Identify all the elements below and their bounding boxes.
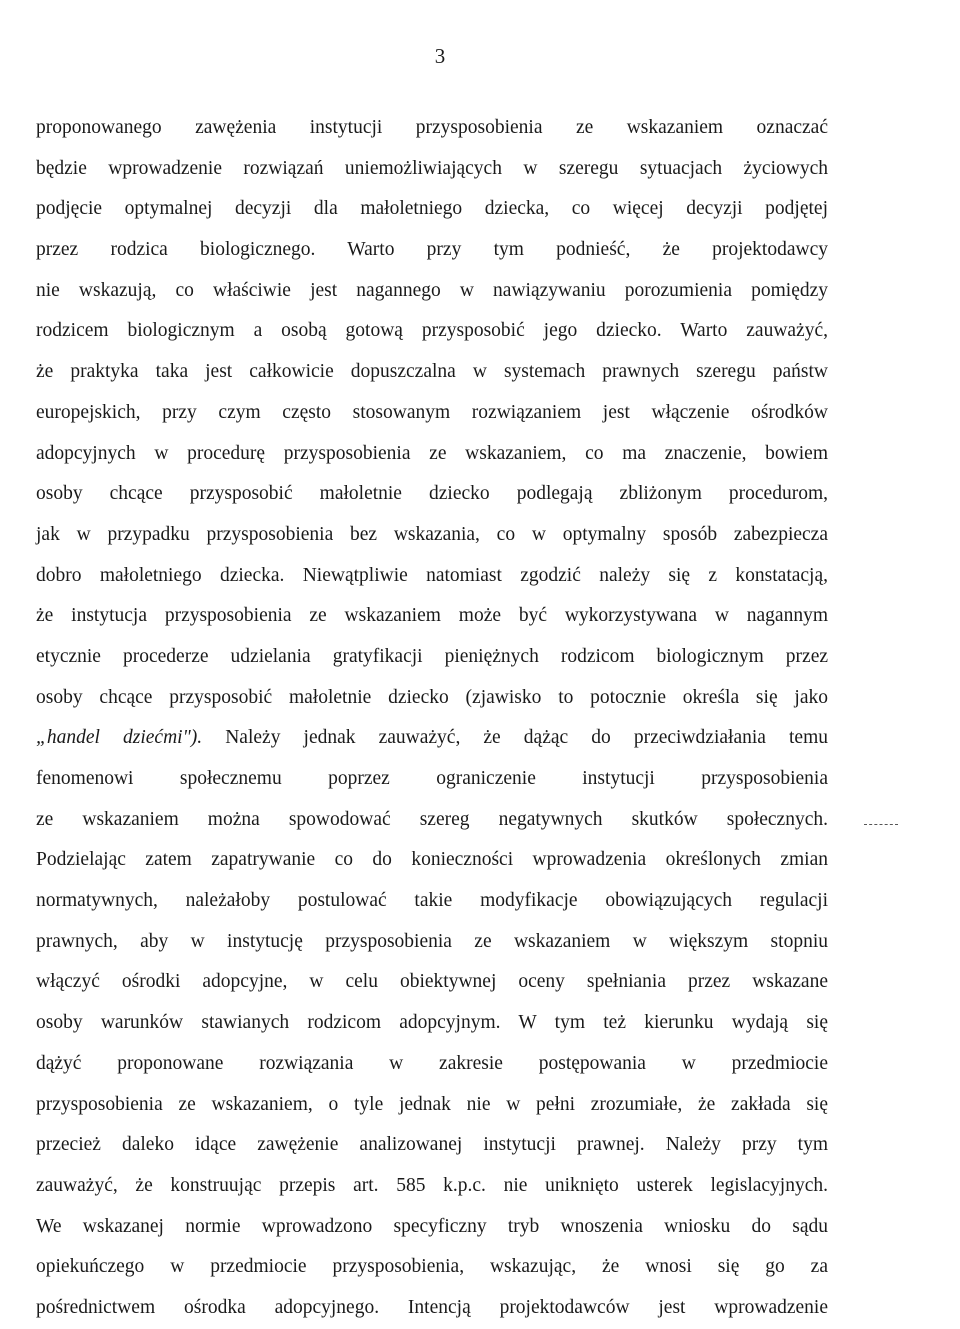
text-line-with-italic xyxy=(36,718,828,759)
text-line: zauważyć, że konstruując przepis art. 585 k.p.c. nie uniknięto usterek legislacyjnych. xyxy=(36,1174,828,1196)
italic-phrase: „handel dziećmi"). xyxy=(36,727,203,749)
body-text xyxy=(36,108,828,1329)
text-line: że praktyka taka jest całkowicie dopuszczalna w systemach prawnych szeregu państw xyxy=(36,361,828,383)
text-line: ze wskazaniem można spowodować szereg negatywnych skutków społecznych. xyxy=(36,808,828,830)
text-line: że instytucja przysposobienia ze wskazaniem może być wykorzystywana w nagannym xyxy=(36,605,828,627)
text-line: osoby chcące przysposobić małoletnie dziecko podlegają zbliżonym procedurom, xyxy=(36,483,828,505)
text-segment: Należy jednak zauważyć, że dążąc do przeciwdziałania temu xyxy=(202,727,828,749)
text-line: We wskazanej normie wprowadzono specyficzny tryb wnoszenia wniosku do sądu xyxy=(36,1215,828,1237)
margin-mark xyxy=(864,824,898,826)
text-line: włączyć ośrodki adopcyjne, w celu obiektywnej oceny spełniania przez wskazane xyxy=(36,971,828,993)
text-line: osoby chcące przysposobić małoletnie dziecko (zjawisko to potocznie określa się jako xyxy=(36,686,828,708)
text-line: podjęcie optymalnej decyzji dla małoletniego dziecka, co więcej decyzji podjętej xyxy=(36,198,828,220)
text-line: normatywnych, należałoby postulować takie modyfikacje obowiązujących regulacji xyxy=(36,890,828,912)
text-line: fenomenowi społecznemu poprzez ograniczenie instytucji przysposobienia xyxy=(36,768,828,789)
text-line: opiekuńczego w przedmiocie przysposobienia, wskazując, że wnosi się go za xyxy=(36,1256,828,1278)
text-line: etycznie procederze udzielania gratyfikacji pieniężnych rodzicom biologicznym przez xyxy=(36,645,828,667)
text-line: Podzielając zatem zapatrywanie co do konieczności wprowadzenia określonych zmian xyxy=(36,849,828,871)
text-line: proponowanego zawężenia instytucji przysposobienia ze wskazaniem oznaczać xyxy=(36,117,828,138)
text-line: pośrednictwem ośrodka adopcyjnego. Intencją projektodawców jest wprowadzenie xyxy=(36,1296,828,1318)
text-line: dobro małoletniego dziecka. Niewątpliwie natomiast zgodzić należy się z konstatacją, xyxy=(36,564,828,586)
text-line: przez rodzica biologicznego. Warto przy tym podnieść, że projektodawcy xyxy=(36,239,828,261)
text-line: prawnych, aby w instytucję przysposobienia ze wskazaniem w większym stopniu xyxy=(36,930,828,952)
text-line: będzie wprowadzenie rozwiązań uniemożliwiających w szeregu sytuacjach życiowych xyxy=(36,157,828,179)
text-line: osoby warunków stawianych rodzicom adopcyjnym. W tym też kierunku wydają się xyxy=(36,1012,828,1034)
page-number: 3 xyxy=(434,44,446,68)
text-line: rodzicem biologicznym a osobą gotową przysposobić jego dziecko. Warto zauważyć, xyxy=(36,320,828,342)
text-line: jak w przypadku przysposobienia bez wskazania, co w optymalny sposób zabezpiecza xyxy=(36,523,828,545)
text-line: europejskich, przy czym często stosowanym rozwiązaniem jest włączenie ośrodków xyxy=(36,401,828,423)
text-line: przysposobienia ze wskazaniem, o tyle jednak nie w pełni zrozumiałe, że zakłada się xyxy=(36,1093,828,1115)
text-line: nie wskazują, co właściwie jest nagannego w nawiązywaniu porozumienia pomiędzy xyxy=(36,279,828,301)
text-line: dążyć proponowane rozwiązania w zakresie postępowania w przedmiocie xyxy=(36,1052,828,1074)
text-line: przecież daleko idące zawężenie analizowanej instytucji prawnej. Należy przy tym xyxy=(36,1134,828,1156)
text-line: adopcyjnych w procedurę przysposobienia ze wskazaniem, co ma znaczenie, bowiem xyxy=(36,442,828,464)
